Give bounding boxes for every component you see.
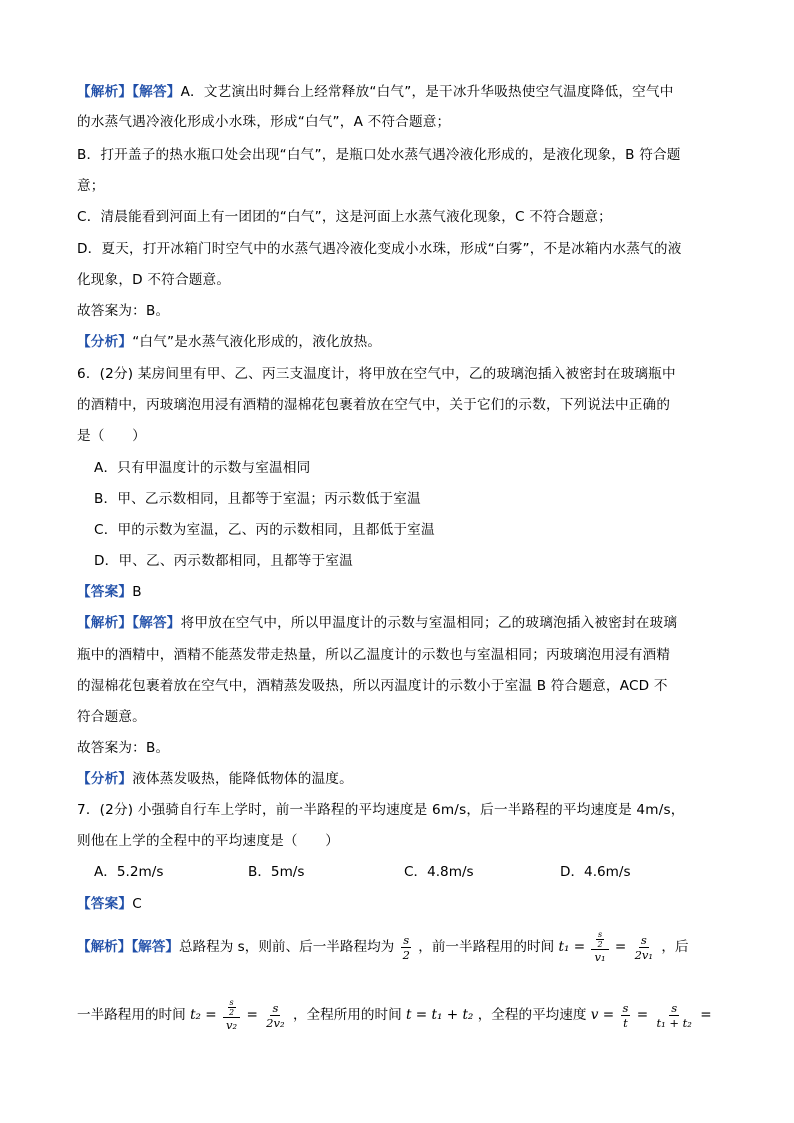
- text: 液体蒸发吸热，能降低物体的温度。: [132, 771, 353, 787]
- text: 总路程为 s，则前、后一半路程均为: [178, 939, 395, 955]
- q7-stem-line-2: 则他在上学的全程中的平均速度是（ ）: [77, 833, 340, 849]
- numerator: s: [671, 1000, 678, 1015]
- denominator: 2: [402, 947, 410, 962]
- text: ，全程所用的时间: [292, 1007, 402, 1023]
- text: “白气”是水蒸气液化形成的，液化放热。: [132, 334, 382, 350]
- q6-stem-line-1: 6．(2分) 某房间里有甲、乙、丙三支温度计，将甲放在空气中，乙的玻璃泡插入被密封在玻璃瓶中: [77, 366, 676, 382]
- q6-option-a: A．只有甲温度计的示数与室温相同: [94, 460, 311, 476]
- denominator: v₁: [594, 950, 606, 964]
- q7-answer: [77, 894, 142, 914]
- q7-option-b: B．5m/s: [248, 864, 305, 880]
- q6-final-answer: 故答案为：B。: [77, 740, 170, 756]
- q7-explanation-line-2: [77, 998, 712, 1032]
- total-time-expr: t = t₁ + t₂: [406, 1007, 474, 1023]
- analysis-tag: 【分析】: [77, 334, 133, 350]
- q5-explanation-line-3: B．打开盖子的热水瓶口处会出现“白气”，是瓶口处水蒸气遇冷液化形成的，是液化现象，B 符合题: [77, 147, 681, 163]
- q6-analysis: [77, 769, 353, 789]
- fraction-s-2v1: [633, 933, 655, 962]
- numerator: [223, 998, 240, 1018]
- q6-stem-line-3: 是（ ）: [77, 428, 146, 444]
- q5-final-answer: 故答案为：B。: [77, 303, 170, 319]
- fraction-t1: [591, 930, 608, 964]
- numerator: s: [640, 932, 647, 947]
- text: A．文艺演出时舞台上经常释放“白气”，是干冰升华吸热使空气温度降低，空气中: [180, 84, 674, 100]
- answer-value: B: [132, 584, 142, 600]
- denominator: t₁ + t₂: [656, 1015, 692, 1030]
- answer-tag: 【答案】: [77, 896, 133, 912]
- fraction-s-t: [621, 1001, 631, 1030]
- q5-explanation-line-5: C．清晨能看到河面上有一团团的“白气”，这是河面上水蒸气液化现象，C 不符合题意；: [77, 209, 612, 225]
- q5-explanation-line-2: 的水蒸气遇冷液化形成小水珠，形成“白气”，A 不符合题意；: [77, 114, 451, 130]
- numerator: s: [403, 932, 410, 947]
- q5-explanation-line-4: 意；: [77, 178, 105, 194]
- equals-sign: =: [246, 1007, 258, 1023]
- q5-analysis: [77, 332, 381, 352]
- symbol-t1: t₁ =: [558, 939, 586, 955]
- q7-stem-line-1: 7．(2分) 小强骑自行车上学时，前一半路程的平均速度是 6m/s，后一半路程的平均速度是 4m/s，: [77, 802, 685, 818]
- answer-tag: 【答案】: [77, 584, 133, 600]
- q7-option-c: C．4.8m/s: [404, 864, 474, 880]
- analysis-tag: 【解析】: [77, 84, 133, 100]
- denominator: 2v₂: [266, 1015, 285, 1030]
- fraction-s-2v2: [264, 1001, 286, 1030]
- solution-tag: 【解答】: [132, 615, 181, 631]
- fraction-half-s: [401, 933, 412, 962]
- equals-sign: =: [700, 1007, 712, 1023]
- equals-sign: =: [636, 1007, 649, 1023]
- text: ，后: [661, 939, 689, 955]
- q6-option-c: C．甲的示数为室温，乙、丙的示数相同，且都低于室温: [94, 522, 435, 538]
- symbol-t2: t₂ =: [190, 1007, 217, 1023]
- q6-explanation-line-1: [77, 613, 677, 633]
- nested-fraction: [595, 930, 604, 949]
- q7-option-a: A．5.2m/s: [94, 864, 164, 880]
- denominator: v₂: [226, 1018, 238, 1032]
- analysis-tag: 【解析】: [77, 939, 132, 955]
- answer-value: C: [132, 896, 142, 912]
- equals-sign: =: [614, 939, 627, 955]
- q5-explanation-line-1: [77, 82, 674, 102]
- nested-fraction: [227, 998, 236, 1017]
- numerator: s: [622, 1000, 629, 1015]
- denominator: 2: [597, 940, 603, 949]
- q6-option-d: D．甲、乙、丙示数都相同，且都等于室温: [94, 553, 353, 569]
- solution-tag: 【解答】: [132, 84, 181, 100]
- q7-explanation-line-1: [77, 930, 689, 964]
- numerator: s: [272, 1000, 279, 1015]
- numerator: [591, 930, 608, 950]
- q6-stem-line-2: 的酒精中，丙玻璃泡用浸有酒精的湿棉花包裹着放在空气中，关于它们的示数，下列说法中正确的: [77, 397, 671, 413]
- q6-answer: [77, 582, 142, 602]
- q5-explanation-line-6: D．夏天，打开冰箱门时空气中的水蒸气遇冷液化变成小水珠，形成“白雾”，不是冰箱内水蒸气的液: [77, 241, 682, 257]
- solution-tag: 【解答】: [131, 939, 179, 955]
- denominator: 2: [229, 1008, 235, 1017]
- denominator: t: [623, 1015, 628, 1030]
- q6-explanation-line-3: 的湿棉花包裹着放在空气中，酒精蒸发吸热，所以丙温度计的示数小于室温 B 符合题意，ACD 不: [77, 678, 668, 694]
- text: ，前一半路程用的时间: [418, 939, 555, 955]
- analysis-tag: 【分析】: [77, 771, 133, 787]
- fraction-s-t1t2: [654, 1001, 693, 1030]
- text: 将甲放在空气中，所以甲温度计的示数与室温相同；乙的玻璃泡插入被密封在玻璃: [180, 615, 678, 631]
- text: ，全程的平均速度: [477, 1007, 587, 1023]
- q7-option-d: D．4.6m/s: [560, 864, 631, 880]
- q6-explanation-line-2: 瓶中的酒精中，酒精不能蒸发带走热量，所以乙温度计的示数也与室温相同；丙玻璃泡用浸有酒精: [77, 647, 671, 663]
- denominator: 2v₁: [634, 947, 654, 962]
- q6-option-b: B．甲、乙示数相同，且都等于室温；丙示数低于室温: [94, 491, 421, 507]
- fraction-t2: [223, 998, 240, 1032]
- q5-explanation-line-7: 化现象，D 不符合题意。: [77, 272, 231, 288]
- analysis-tag: 【解析】: [77, 615, 133, 631]
- symbol-v: v =: [590, 1007, 615, 1023]
- numerator: s: [597, 930, 603, 939]
- text: 一半路程用的时间: [77, 1007, 186, 1023]
- numerator: s: [229, 998, 234, 1007]
- q6-explanation-line-4: 符合题意。: [77, 709, 146, 725]
